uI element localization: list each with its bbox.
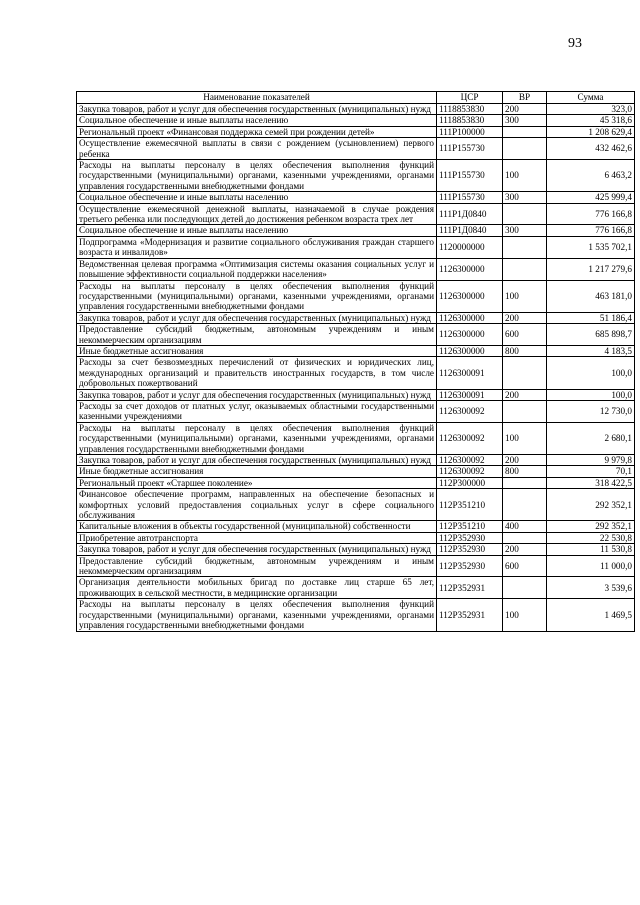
row-sum-cell: 100,0	[547, 389, 635, 400]
row-vr-cell	[503, 400, 547, 422]
header-name: Наименование показателей	[77, 92, 437, 104]
table-row	[77, 280, 635, 312]
table-row	[77, 192, 635, 203]
table-row	[77, 357, 635, 389]
row-csr-cell: 1126300000	[437, 345, 503, 356]
row-name-cell: Иные бюджетные ассигнования	[77, 466, 437, 477]
row-vr-cell	[503, 126, 547, 137]
row-csr-cell: 112P352930	[437, 544, 503, 555]
row-vr-cell	[503, 203, 547, 225]
row-csr-cell: 111P1Д0840	[437, 225, 503, 236]
row-name-cell: Региональный проект «Старшее поколение»	[77, 477, 437, 488]
table-row	[77, 160, 635, 192]
row-sum-cell: 1 208 629,4	[547, 126, 635, 137]
row-csr-cell: 111P155730	[437, 160, 503, 192]
row-csr-cell: 1126300000	[437, 312, 503, 323]
row-vr-cell: 100	[503, 160, 547, 192]
row-sum-cell: 3 539,6	[547, 577, 635, 599]
row-vr-cell: 300	[503, 225, 547, 236]
row-csr-cell: 112P351210	[437, 521, 503, 532]
row-csr-cell: 1126300092	[437, 400, 503, 422]
row-vr-cell: 200	[503, 544, 547, 555]
row-name-cell: Предоставление субсидий бюджетным, автономным учреждениям и иным некоммерческим организациям	[77, 555, 437, 577]
row-sum-cell: 4 183,5	[547, 345, 635, 356]
row-sum-cell: 463 181,0	[547, 280, 635, 312]
row-vr-cell: 100	[503, 599, 547, 631]
table-row	[77, 455, 635, 466]
table-row	[77, 126, 635, 137]
row-csr-cell: 111P100000	[437, 126, 503, 137]
row-csr-cell: 112P300000	[437, 477, 503, 488]
row-name-cell: Предоставление субсидий бюджетным, автономным учреждениям и иным некоммерческим организациям	[77, 324, 437, 346]
row-vr-cell: 600	[503, 555, 547, 577]
row-csr-cell: 1126300000	[437, 258, 503, 280]
row-sum-cell: 9 979,8	[547, 455, 635, 466]
row-name-cell: Расходы на выплаты персоналу в целях обеспечения выполнения функций государственными (муниципальными) органами, казенными учреждениями, органами управления государственными внебюджетными фондами	[77, 422, 437, 454]
row-sum-cell: 12 730,0	[547, 400, 635, 422]
row-sum-cell: 1 469,5	[547, 599, 635, 631]
row-vr-cell: 200	[503, 104, 547, 115]
row-csr-cell: 1126300092	[437, 422, 503, 454]
row-vr-cell: 800	[503, 345, 547, 356]
budget-table	[76, 91, 635, 632]
row-sum-cell: 292 352,1	[547, 521, 635, 532]
row-csr-cell: 1118853830	[437, 115, 503, 126]
table-row	[77, 577, 635, 599]
table-row	[77, 312, 635, 323]
row-sum-cell: 776 166,8	[547, 225, 635, 236]
row-name-cell: Закупка товаров, работ и услуг для обеспечения государственных (муниципальных) нужд	[77, 544, 437, 555]
row-csr-cell: 1126300000	[437, 324, 503, 346]
row-name-cell: Социальное обеспечение и иные выплаты населению	[77, 115, 437, 126]
row-name-cell: Приобретение автотранспорта	[77, 532, 437, 543]
row-csr-cell: 111P155730	[437, 192, 503, 203]
row-name-cell: Капитальные вложения в объекты государственной (муниципальной) собственности	[77, 521, 437, 532]
page-number: 93	[568, 36, 582, 51]
row-vr-cell: 600	[503, 324, 547, 346]
row-vr-cell: 200	[503, 389, 547, 400]
row-name-cell: Подпрограмма «Модернизация и развитие социального обслуживания граждан старшего возраста и инвалидов»	[77, 236, 437, 258]
table-header	[77, 92, 635, 104]
row-name-cell: Иные бюджетные ассигнования	[77, 345, 437, 356]
row-csr-cell: 1126300000	[437, 280, 503, 312]
table-row	[77, 555, 635, 577]
row-sum-cell: 2 680,1	[547, 422, 635, 454]
row-sum-cell: 1 535 702,1	[547, 236, 635, 258]
row-name-cell: Расходы на выплаты персоналу в целях обеспечения выполнения функций государственными (муниципальными) органами, казенными учреждениями, органами управления государственными внебюджетными фондами	[77, 160, 437, 192]
table-row	[77, 521, 635, 532]
table-row	[77, 422, 635, 454]
table-row	[77, 466, 635, 477]
row-sum-cell: 45 318,6	[547, 115, 635, 126]
row-vr-cell: 200	[503, 455, 547, 466]
row-csr-cell: 112P352930	[437, 555, 503, 577]
table-row	[77, 104, 635, 115]
row-sum-cell: 22 530,8	[547, 532, 635, 543]
table-row	[77, 324, 635, 346]
row-csr-cell: 112P352931	[437, 577, 503, 599]
header-csr: ЦСР	[437, 92, 503, 104]
row-sum-cell: 776 166,8	[547, 203, 635, 225]
row-csr-cell: 111P155730	[437, 138, 503, 160]
row-name-cell: Расходы на выплаты персоналу в целях обеспечения выполнения функций государственными (муниципальными) органами, казенными учреждениями, органами управления государственными внебюджетными фондами	[77, 599, 437, 631]
row-name-cell: Закупка товаров, работ и услуг для обеспечения государственных (муниципальных) нужд	[77, 389, 437, 400]
row-csr-cell: 112P352931	[437, 599, 503, 631]
row-vr-cell: 300	[503, 115, 547, 126]
row-csr-cell: 1118853830	[437, 104, 503, 115]
row-vr-cell	[503, 489, 547, 521]
row-name-cell: Закупка товаров, работ и услуг для обеспечения государственных (муниципальных) нужд	[77, 455, 437, 466]
header-sum: Сумма	[547, 92, 635, 104]
header-vr: ВР	[503, 92, 547, 104]
row-sum-cell: 425 999,4	[547, 192, 635, 203]
table-row	[77, 389, 635, 400]
row-name-cell: Осуществление ежемесячной денежной выплаты, назначаемой в случае рождения третьего ребенка или последующих детей до достижения ребенком возраста трех лет	[77, 203, 437, 225]
table-row	[77, 115, 635, 126]
row-name-cell: Социальное обеспечение и иные выплаты населению	[77, 225, 437, 236]
row-sum-cell: 70,1	[547, 466, 635, 477]
row-name-cell: Организация деятельности мобильных бригад по доставке лиц старше 65 лет, проживающих в сельской местности, в медицинские организации	[77, 577, 437, 599]
row-name-cell: Расходы за счет безвозмездных перечислений от физических и юридических лиц, международных организаций и правительств иностранных государств, в том числе добровольных пожертвований	[77, 357, 437, 389]
row-vr-cell	[503, 357, 547, 389]
table-row	[77, 345, 635, 356]
row-vr-cell	[503, 138, 547, 160]
row-sum-cell: 6 463,2	[547, 160, 635, 192]
table-row	[77, 544, 635, 555]
row-sum-cell: 11 530,8	[547, 544, 635, 555]
row-vr-cell: 200	[503, 312, 547, 323]
row-sum-cell: 11 000,0	[547, 555, 635, 577]
row-name-cell: Закупка товаров, работ и услуг для обеспечения государственных (муниципальных) нужд	[77, 312, 437, 323]
row-sum-cell: 432 462,6	[547, 138, 635, 160]
row-name-cell: Расходы на выплаты персоналу в целях обеспечения выполнения функций государственными (муниципальными) органами, казенными учреждениями, органами управления государственными внебюджетными фондами	[77, 280, 437, 312]
row-sum-cell: 685 898,7	[547, 324, 635, 346]
row-vr-cell	[503, 477, 547, 488]
row-sum-cell: 323,0	[547, 104, 635, 115]
table-row	[77, 225, 635, 236]
row-vr-cell: 100	[503, 280, 547, 312]
row-sum-cell: 318 422,5	[547, 477, 635, 488]
row-sum-cell: 1 217 279,6	[547, 258, 635, 280]
row-vr-cell	[503, 258, 547, 280]
row-name-cell: Закупка товаров, работ и услуг для обеспечения государственных (муниципальных) нужд	[77, 104, 437, 115]
row-name-cell: Расходы за счет доходов от платных услуг, оказываемых областными государственными казенными учреждениями	[77, 400, 437, 422]
row-name-cell: Ведомственная целевая программа «Оптимизация системы оказания социальных услуг и повышение эффективности социальной поддержки населения»	[77, 258, 437, 280]
row-csr-cell: 1126300092	[437, 455, 503, 466]
table-row	[77, 258, 635, 280]
row-vr-cell: 300	[503, 192, 547, 203]
table-row	[77, 400, 635, 422]
row-vr-cell	[503, 236, 547, 258]
row-csr-cell: 1126300091	[437, 389, 503, 400]
row-csr-cell: 1126300091	[437, 357, 503, 389]
row-name-cell: Финансовое обеспечение программ, направленных на обеспечение безопасных и комфортных условий предоставления социальных услуг в сфере социального обслуживания	[77, 489, 437, 521]
header-row	[77, 92, 635, 104]
row-sum-cell: 100,0	[547, 357, 635, 389]
row-sum-cell: 292 352,1	[547, 489, 635, 521]
row-csr-cell: 1126300092	[437, 466, 503, 477]
table-row	[77, 138, 635, 160]
row-csr-cell: 1120000000	[437, 236, 503, 258]
row-csr-cell: 112P351210	[437, 489, 503, 521]
row-name-cell: Социальное обеспечение и иные выплаты населению	[77, 192, 437, 203]
row-vr-cell: 800	[503, 466, 547, 477]
table-body	[77, 104, 635, 632]
table-row	[77, 203, 635, 225]
row-name-cell: Осуществление ежемесячной выплаты в связи с рождением (усыновлением) первого ребенка	[77, 138, 437, 160]
row-csr-cell: 112P352930	[437, 532, 503, 543]
table-row	[77, 489, 635, 521]
row-csr-cell: 111P1Д0840	[437, 203, 503, 225]
table-row	[77, 477, 635, 488]
row-vr-cell: 400	[503, 521, 547, 532]
row-vr-cell	[503, 577, 547, 599]
table-row	[77, 532, 635, 543]
table-row	[77, 236, 635, 258]
row-vr-cell: 100	[503, 422, 547, 454]
table-row	[77, 599, 635, 631]
row-name-cell: Региональный проект «Финансовая поддержка семей при рождении детей»	[77, 126, 437, 137]
row-sum-cell: 51 186,4	[547, 312, 635, 323]
row-vr-cell	[503, 532, 547, 543]
